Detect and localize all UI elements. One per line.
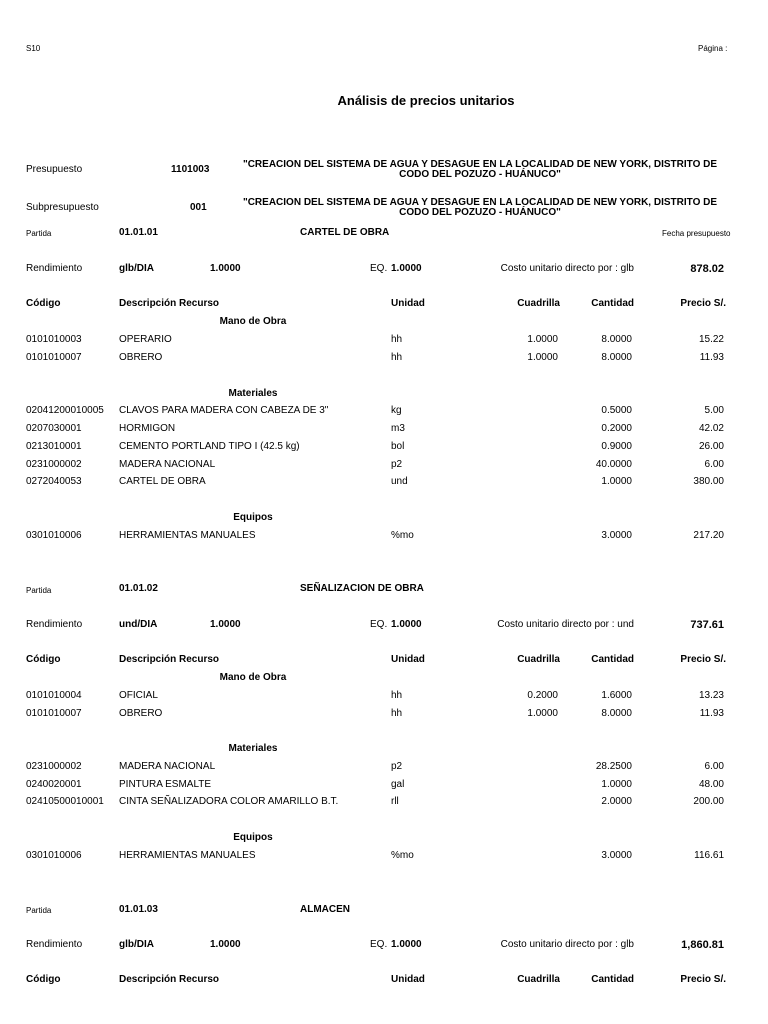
col-descripcion: Descripción Recurso [119, 974, 220, 985]
partida-label: Partida [26, 586, 52, 595]
rendimiento-value: 1.0000 [210, 939, 241, 950]
col-codigo: Código [26, 298, 61, 309]
partida-code: 01.01.01 [119, 227, 158, 238]
page-title: Análisis de precios unitarios [337, 93, 515, 108]
rendimiento-label: Rendimiento [26, 263, 83, 274]
partida-name: CARTEL DE OBRA [300, 227, 390, 238]
rendimiento-label: Rendimiento [26, 619, 83, 630]
presupuesto-code: 1101003 [171, 164, 210, 175]
subpresupuesto-desc: "CREACION DEL SISTEMA DE AGUA Y DESAGUE EN LA LOCALIDAD DE NEW YORK, DISTRITO DE CODO DEL POZUZO - HUÁNUCO" [242, 197, 718, 218]
partida-label: Partida [26, 229, 52, 238]
col-precio: Precio S/. [680, 298, 726, 309]
col-unidad: Unidad [391, 974, 425, 985]
partida-name: SEÑALIZACION DE OBRA [300, 583, 424, 594]
rendimiento-unit: glb/DIA [119, 263, 154, 274]
eq-value: 1.0000 [391, 619, 422, 630]
partida-name: ALMACEN [300, 904, 350, 915]
subpresupuesto-label: Subpresupuesto [26, 202, 99, 213]
rendimiento-value: 1.0000 [210, 619, 241, 630]
presupuesto-desc: "CREACION DEL SISTEMA DE AGUA Y DESAGUE EN LA LOCALIDAD DE NEW YORK, DISTRITO DE CODO DEL POZUZO - HUÁNUCO" [242, 159, 718, 180]
cost-value: 737.61 [690, 619, 724, 631]
rendimiento-unit: glb/DIA [119, 939, 154, 950]
cost-label: Costo unitario directo por : glb [500, 263, 634, 274]
col-cuadrilla: Cuadrilla [517, 298, 560, 309]
rendimiento-unit: und/DIA [119, 619, 158, 630]
eq-value: 1.0000 [391, 939, 422, 950]
col-cantidad: Cantidad [591, 974, 634, 985]
eq-value: 1.0000 [391, 263, 422, 274]
partida-code: 01.01.02 [119, 583, 158, 594]
col-cuadrilla: Cuadrilla [517, 974, 560, 985]
rendimiento-value: 1.0000 [210, 263, 241, 274]
col-descripcion: Descripción Recurso [119, 654, 220, 665]
subpresupuesto-code: 001 [190, 202, 207, 213]
presupuesto-label: Presupuesto [26, 164, 83, 175]
eq-label: EQ. [370, 619, 388, 630]
rendimiento-label: Rendimiento [26, 939, 83, 950]
report-code: S10 [26, 44, 41, 53]
col-descripcion: Descripción Recurso [119, 298, 220, 309]
col-cuadrilla: Cuadrilla [517, 654, 560, 665]
col-cantidad: Cantidad [591, 654, 634, 665]
eq-label: EQ. [370, 939, 388, 950]
section-materiales: Materiales [228, 388, 278, 399]
col-codigo: Código [26, 974, 61, 985]
col-unidad: Unidad [391, 654, 425, 665]
section-materiales: Materiales [228, 743, 278, 754]
eq-label: EQ. [370, 263, 388, 274]
partida-code: 01.01.03 [119, 904, 158, 915]
page-label: Página : [698, 44, 728, 53]
col-codigo: Código [26, 654, 61, 665]
col-cantidad: Cantidad [591, 298, 634, 309]
cost-label: Costo unitario directo por : glb [500, 939, 634, 950]
section-equipos: Equipos [233, 512, 273, 523]
fecha-presupuesto-label: Fecha presupuesto [662, 229, 731, 238]
section-mano-de-obra: Mano de Obra [219, 672, 287, 683]
col-precio: Precio S/. [680, 654, 726, 665]
col-precio: Precio S/. [680, 974, 726, 985]
cost-label: Costo unitario directo por : und [497, 619, 634, 630]
cost-value: 878.02 [690, 263, 724, 275]
cost-value: 1,860.81 [681, 939, 724, 951]
partida-label: Partida [26, 906, 52, 915]
section-equipos: Equipos [233, 832, 273, 843]
section-mano-de-obra: Mano de Obra [219, 316, 287, 327]
col-unidad: Unidad [391, 298, 425, 309]
